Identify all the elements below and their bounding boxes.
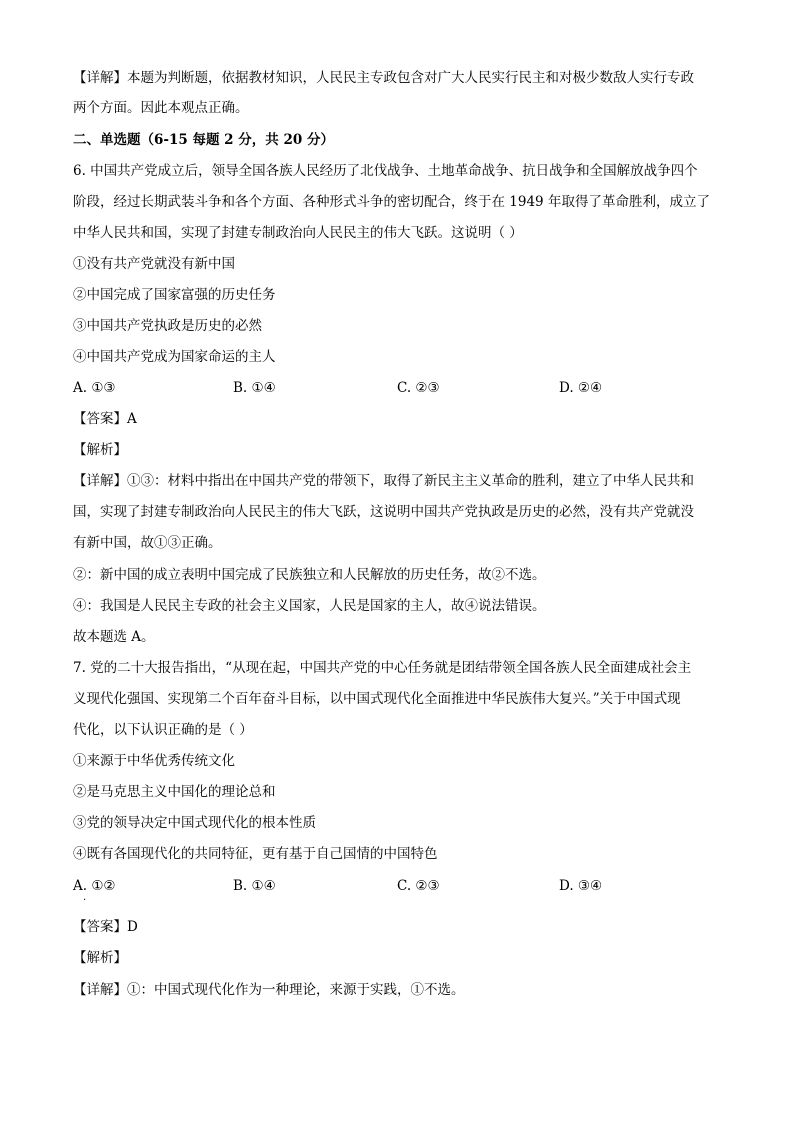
q7-stem-line-3: 代化，以下认识正确的是（ ）: [73, 722, 253, 738]
section-title: 二、单选题（6-15 每题 2 分，共 20 分）: [73, 132, 334, 148]
q6-detail-line-1: 【详解】①③：材料中指出在中国共产党的带领下，取得了新民主主义革命的胜利，建立了中华人民共和: [73, 473, 694, 489]
q6-detail-line-6: 故本题选 A。: [73, 629, 155, 645]
q6-item-3: ③中国共产党执政是历史的必然: [73, 318, 262, 334]
q7-option-a: A. ①②: [73, 878, 116, 894]
intro-line-1: 【详解】本题为判断题，依据教材知识，人民民主专政包含对广大人民实行民主和对极少数敌人实行专政: [73, 70, 694, 86]
q7-stem-line-1: 7. 党的二十大报告指出，“从现在起，中国共产党的中心任务就是团结带领全国各族人民全面建成社会主: [73, 660, 692, 676]
q6-item-2: ②中国完成了国家富强的历史任务: [73, 287, 276, 303]
q6-detail-line-3: 有新中国，故①③正确。: [73, 535, 222, 551]
q7-item-1: ①来源于中华优秀传统文化: [73, 753, 235, 769]
q6-stem-line-2: 阶段，经过长期武装斗争和各个方面、各种形式斗争的密切配合，终于在 1949 年取得了革命胜利，成立了: [73, 194, 710, 210]
q6-option-d: D. ②④: [559, 380, 603, 396]
q6-item-1: ①没有共产党就没有新中国: [73, 256, 235, 272]
q7-item-2: ②是马克思主义中国化的理论总和: [73, 784, 276, 800]
q6-item-4: ④中国共产党成为国家命运的主人: [73, 349, 276, 365]
q7-analysis-label: 【解析】: [73, 950, 127, 966]
q6-analysis-label: 【解析】: [73, 442, 127, 458]
intro-line-2: 两个方面。因此本观点正确。: [73, 100, 249, 116]
q7-item-4: ④既有各国现代化的共同特征，更有基于自己国情的中国特色: [73, 846, 438, 862]
q6-option-b: B. ①④: [233, 380, 276, 396]
q6-option-a: A. ①③: [73, 380, 116, 396]
q6-detail-line-2: 国，实现了封建专制政治向人民民主的伟大飞跃，这说明中国共产党执政是历史的必然，没有共产党就没: [73, 504, 694, 520]
stray-dot-mark: ·: [83, 895, 87, 906]
q6-stem-line-1: 6. 中国共产党成立后，领导全国各族人民经历了北伐战争、土地革命战争、抗日战争和全国解放战争四个: [73, 163, 698, 179]
q7-option-b: B. ①④: [233, 878, 276, 894]
q7-option-c: C. ②③: [397, 878, 440, 894]
q6-answer: 【答案】A: [73, 411, 137, 427]
q7-option-d: D. ③④: [559, 878, 603, 894]
q7-detail-line-1: 【详解】①：中国式现代化作为一种理论，来源于实践，①不选。: [73, 982, 465, 998]
q6-option-c: C. ②③: [397, 380, 440, 396]
q7-stem-line-2: 义现代化强国、实现第二个百年奋斗目标，以中国式现代化全面推进中华民族伟大复兴。”关于中国式现: [73, 691, 681, 707]
q7-answer: 【答案】D: [73, 919, 138, 935]
q7-item-3: ③党的领导决定中国式现代化的根本性质: [73, 815, 316, 831]
q6-stem-line-3: 中华人民共和国，实现了封建专制政治向人民民主的伟大飞跃。这说明（ ）: [73, 225, 523, 241]
q6-detail-line-4: ②：新中国的成立表明中国完成了民族独立和人民解放的历史任务，故②不选。: [73, 567, 546, 583]
q6-detail-line-5: ④：我国是人民民主专政的社会主义国家，人民是国家的主人，故④说法错误。: [73, 598, 546, 614]
